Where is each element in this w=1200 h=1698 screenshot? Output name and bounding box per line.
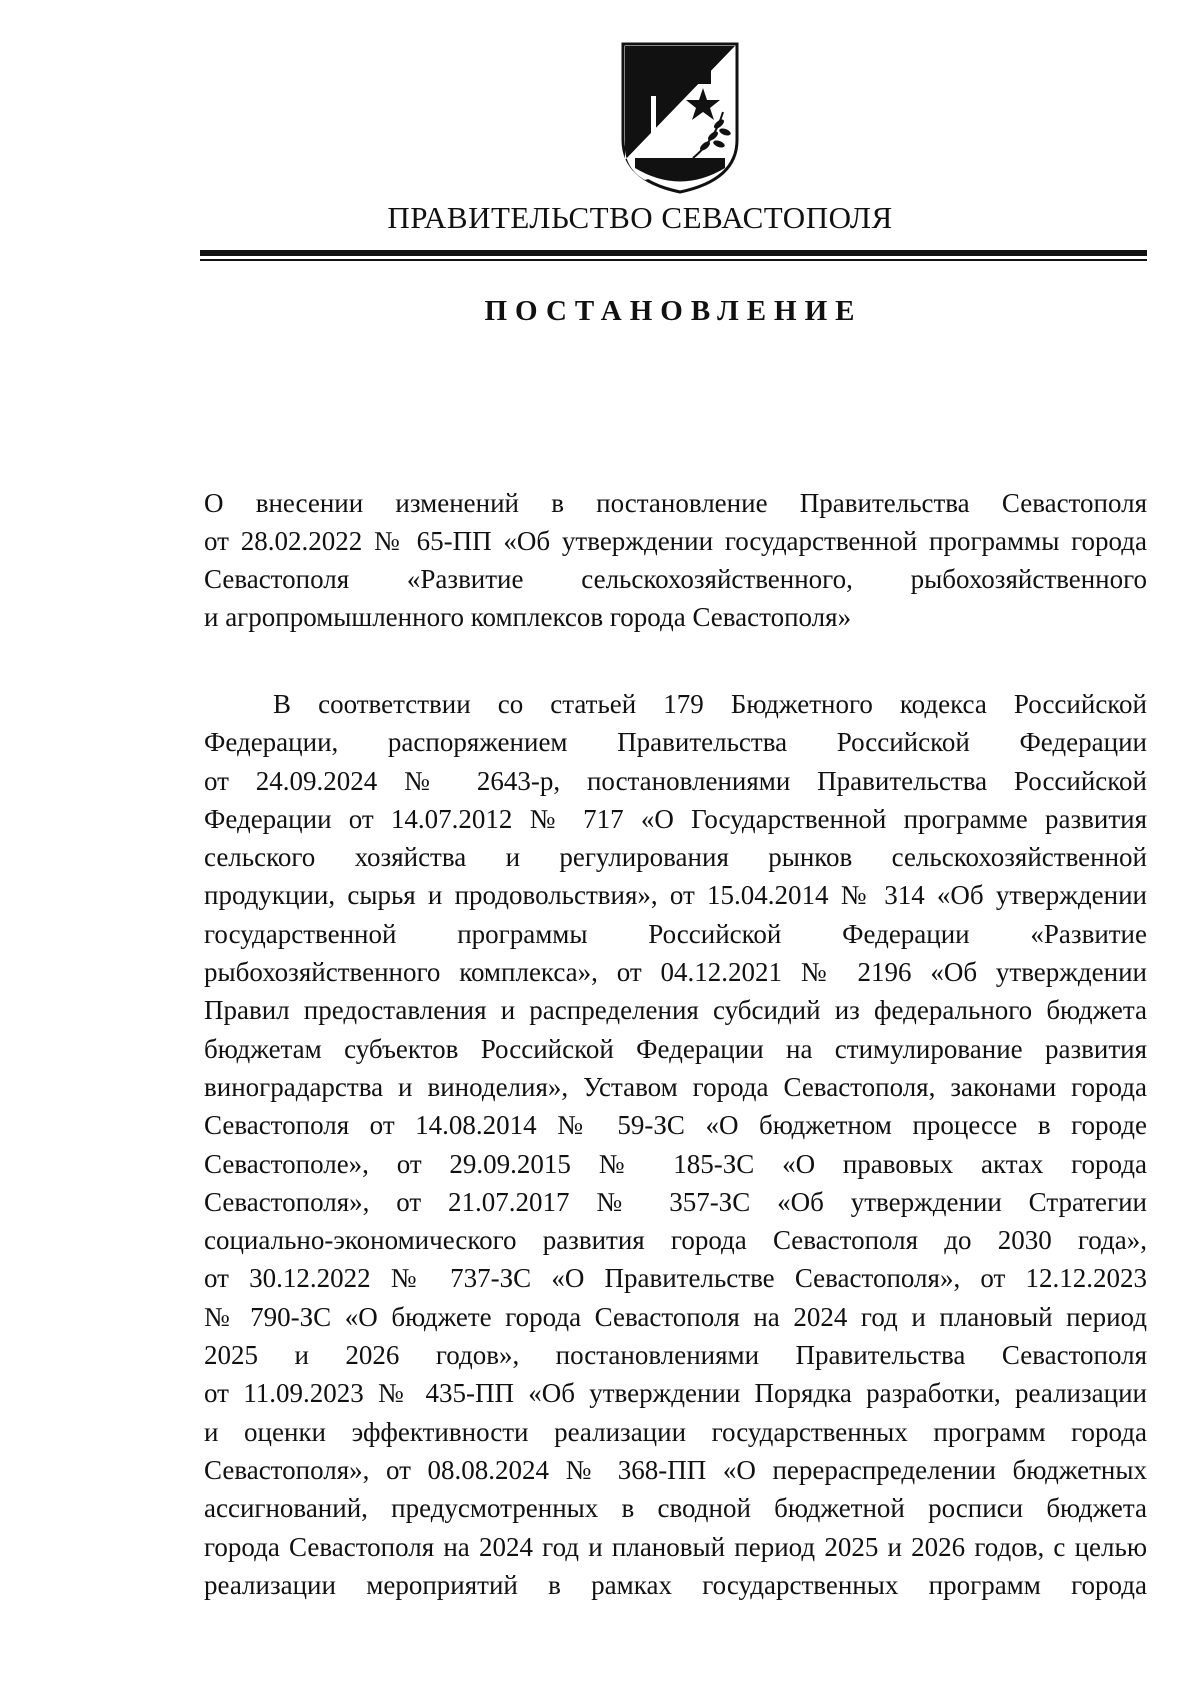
body-line: 2025 и 2026 годов», постановлениями Правительства Севастополя: [204, 1340, 1147, 1371]
body-line: государственной программы Российской Федерации «Развитие: [204, 918, 1147, 949]
organization-name: ПРАВИТЕЛЬСТВО СЕВАСТОПОЛЯ: [387, 200, 893, 235]
body-line: продукции, сырья и продовольствия», от 15.04.2014 № 314 «Об утверждении: [204, 880, 1147, 911]
body-line: Севастополя от 14.08.2014 № 59-ЗС «О бюджетном процессе в городе: [204, 1110, 1147, 1141]
body-line: сельского хозяйства и регулирования рынков сельскохозяйственной: [204, 842, 1147, 873]
body-line: реализации мероприятий в рамках государственных программ города: [204, 1569, 1147, 1600]
header-divider-thin: [200, 259, 1147, 261]
subject-line: О внесении изменений в постановление Правительства Севастополя: [204, 488, 1147, 518]
subject-line: от 28.02.2022 № 65-ПП «Об утверждении государственной программы города: [204, 526, 1147, 556]
document-subject: [204, 484, 1147, 636]
body-line: Севастополя», от 21.07.2017 № 357-ЗС «Об утверждении Стратегии: [204, 1186, 1147, 1217]
body-line: Севастополе», от 29.09.2015 № 185-ЗС «О правовых актах города: [204, 1148, 1147, 1179]
body-line: бюджетам субъектов Российской Федерации на стимулирование развития: [204, 1033, 1147, 1064]
document-type-title: ПОСТАНОВЛЕНИЕ: [484, 295, 863, 327]
body-line: и оценки эффективности реализации государственных программ города: [204, 1416, 1147, 1447]
body-line: Севастополя», от 08.08.2024 № 368-ПП «О перераспределении бюджетных: [204, 1454, 1147, 1485]
body-line: № 790-ЗС «О бюджете города Севастополя на 2024 год и плановый период: [204, 1301, 1147, 1332]
subject-line: и агропромышленного комплексов города Севастополя»: [204, 602, 852, 632]
sevastopol-coat-of-arms-icon: [615, 40, 745, 195]
body-line: Федерации от 14.07.2012 № 717 «О Государственной программе развития: [204, 803, 1147, 834]
body-line: социально-экономического развития города Севастополя до 2030 года»,: [204, 1225, 1147, 1256]
header-divider-thick: [200, 250, 1147, 256]
body-line: от 24.09.2024 № 2643-р, постановлениями Правительства Российской: [204, 765, 1147, 796]
subject-line: Севастополя «Развитие сельскохозяйственного, рыбохозяйственного: [204, 564, 1147, 594]
body-line: города Севастополя на 2024 год и плановый период 2025 и 2026 годов, с целью: [204, 1531, 1147, 1562]
body-line: Правил предоставления и распределения субсидий из федерального бюджета: [204, 995, 1147, 1026]
body-line: виноградарства и виноделия», Уставом города Севастополя, законами города: [204, 1071, 1147, 1102]
body-line: В соответствии со статьей 179 Бюджетного кодекса Российской: [273, 689, 1147, 719]
document-body: [204, 685, 1147, 1604]
body-line: от 30.12.2022 № 737-ЗС «О Правительстве Севастополя», от 12.12.2023: [204, 1263, 1147, 1294]
body-line: от 11.09.2023 № 435-ПП «Об утверждении Порядка разработки, реализации: [204, 1378, 1147, 1409]
body-line: ассигнований, предусмотренных в сводной бюджетной росписи бюджета: [204, 1493, 1147, 1524]
body-line: рыбохозяйственного комплекса», от 04.12.2021 № 2196 «Об утверждении: [204, 957, 1147, 988]
body-line: Федерации, распоряжением Правительства Российской Федерации: [204, 727, 1147, 758]
